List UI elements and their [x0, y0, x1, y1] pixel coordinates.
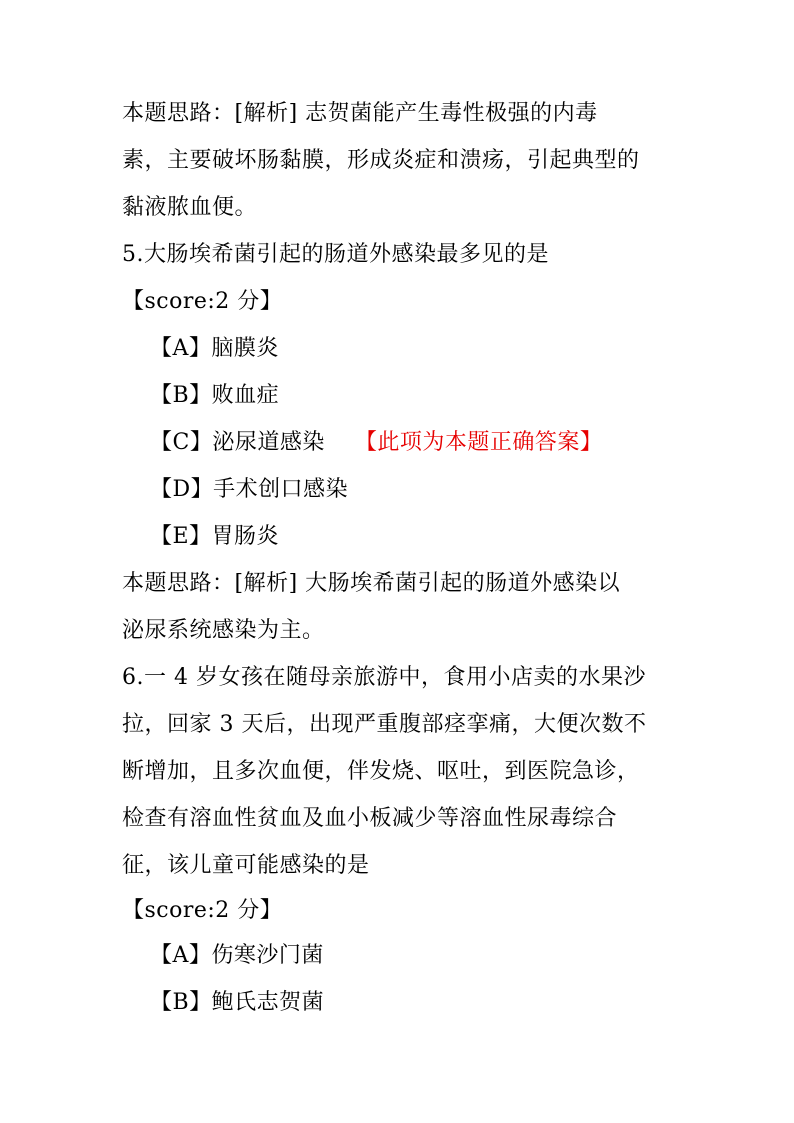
question-5-analysis-line-2: 泌尿系统感染为主。 — [122, 618, 325, 643]
analysis-4-line-3: 黏液脓血便。 — [122, 195, 258, 220]
analysis-4-line-1: 本题思路：[解析] 志贺菌能产生毒性极强的内毒 — [122, 101, 598, 126]
question-6-stem-line-3: 断增加，且多次血便，伴发烧、呕吐，到医院急诊， — [122, 759, 640, 784]
analysis-4-line-2: 素，主要破坏肠黏膜，形成炎症和溃疡，引起典型的 — [122, 148, 640, 173]
question-6-stem-line-5: 征，该儿童可能感染的是 — [122, 853, 370, 878]
question-6-stem-line-2: 拉，回家 3 天后，出现严重腹部痉挛痛，大便次数不 — [122, 712, 647, 737]
question-5-analysis-line-1: 本题思路：[解析] 大肠埃希菌引起的肠道外感染以 — [122, 571, 621, 596]
question-5-option-d: 【D】手术创口感染 — [150, 477, 349, 502]
question-6-option-b: 【B】鲍氏志贺菌 — [150, 990, 325, 1015]
question-6-stem-line-1: 6.一 4 岁女孩在随母亲旅游中，食用小店卖的水果沙 — [122, 665, 646, 690]
question-5-option-c — [150, 429, 602, 457]
correct-answer-note: 【此项为本题正确答案】 — [354, 430, 603, 455]
question-5-stem: 5.大肠埃希菌引起的肠道外感染最多见的是 — [122, 242, 549, 267]
question-5-score: 【score:2 分】 — [122, 289, 283, 314]
question-5-option-e: 【E】胃肠炎 — [150, 524, 280, 549]
question-6-score: 【score:2 分】 — [122, 898, 283, 923]
question-6-stem-line-4: 检查有溶血性贫血及血小板减少等溶血性尿毒综合 — [122, 806, 618, 831]
question-5-option-a: 【A】脑膜炎 — [150, 336, 279, 361]
question-5-option-b: 【B】败血症 — [150, 383, 280, 408]
question-6-option-a: 【A】伤寒沙门菌 — [150, 943, 324, 968]
question-5-option-c-label: 【C】泌尿道感染 — [150, 430, 325, 455]
